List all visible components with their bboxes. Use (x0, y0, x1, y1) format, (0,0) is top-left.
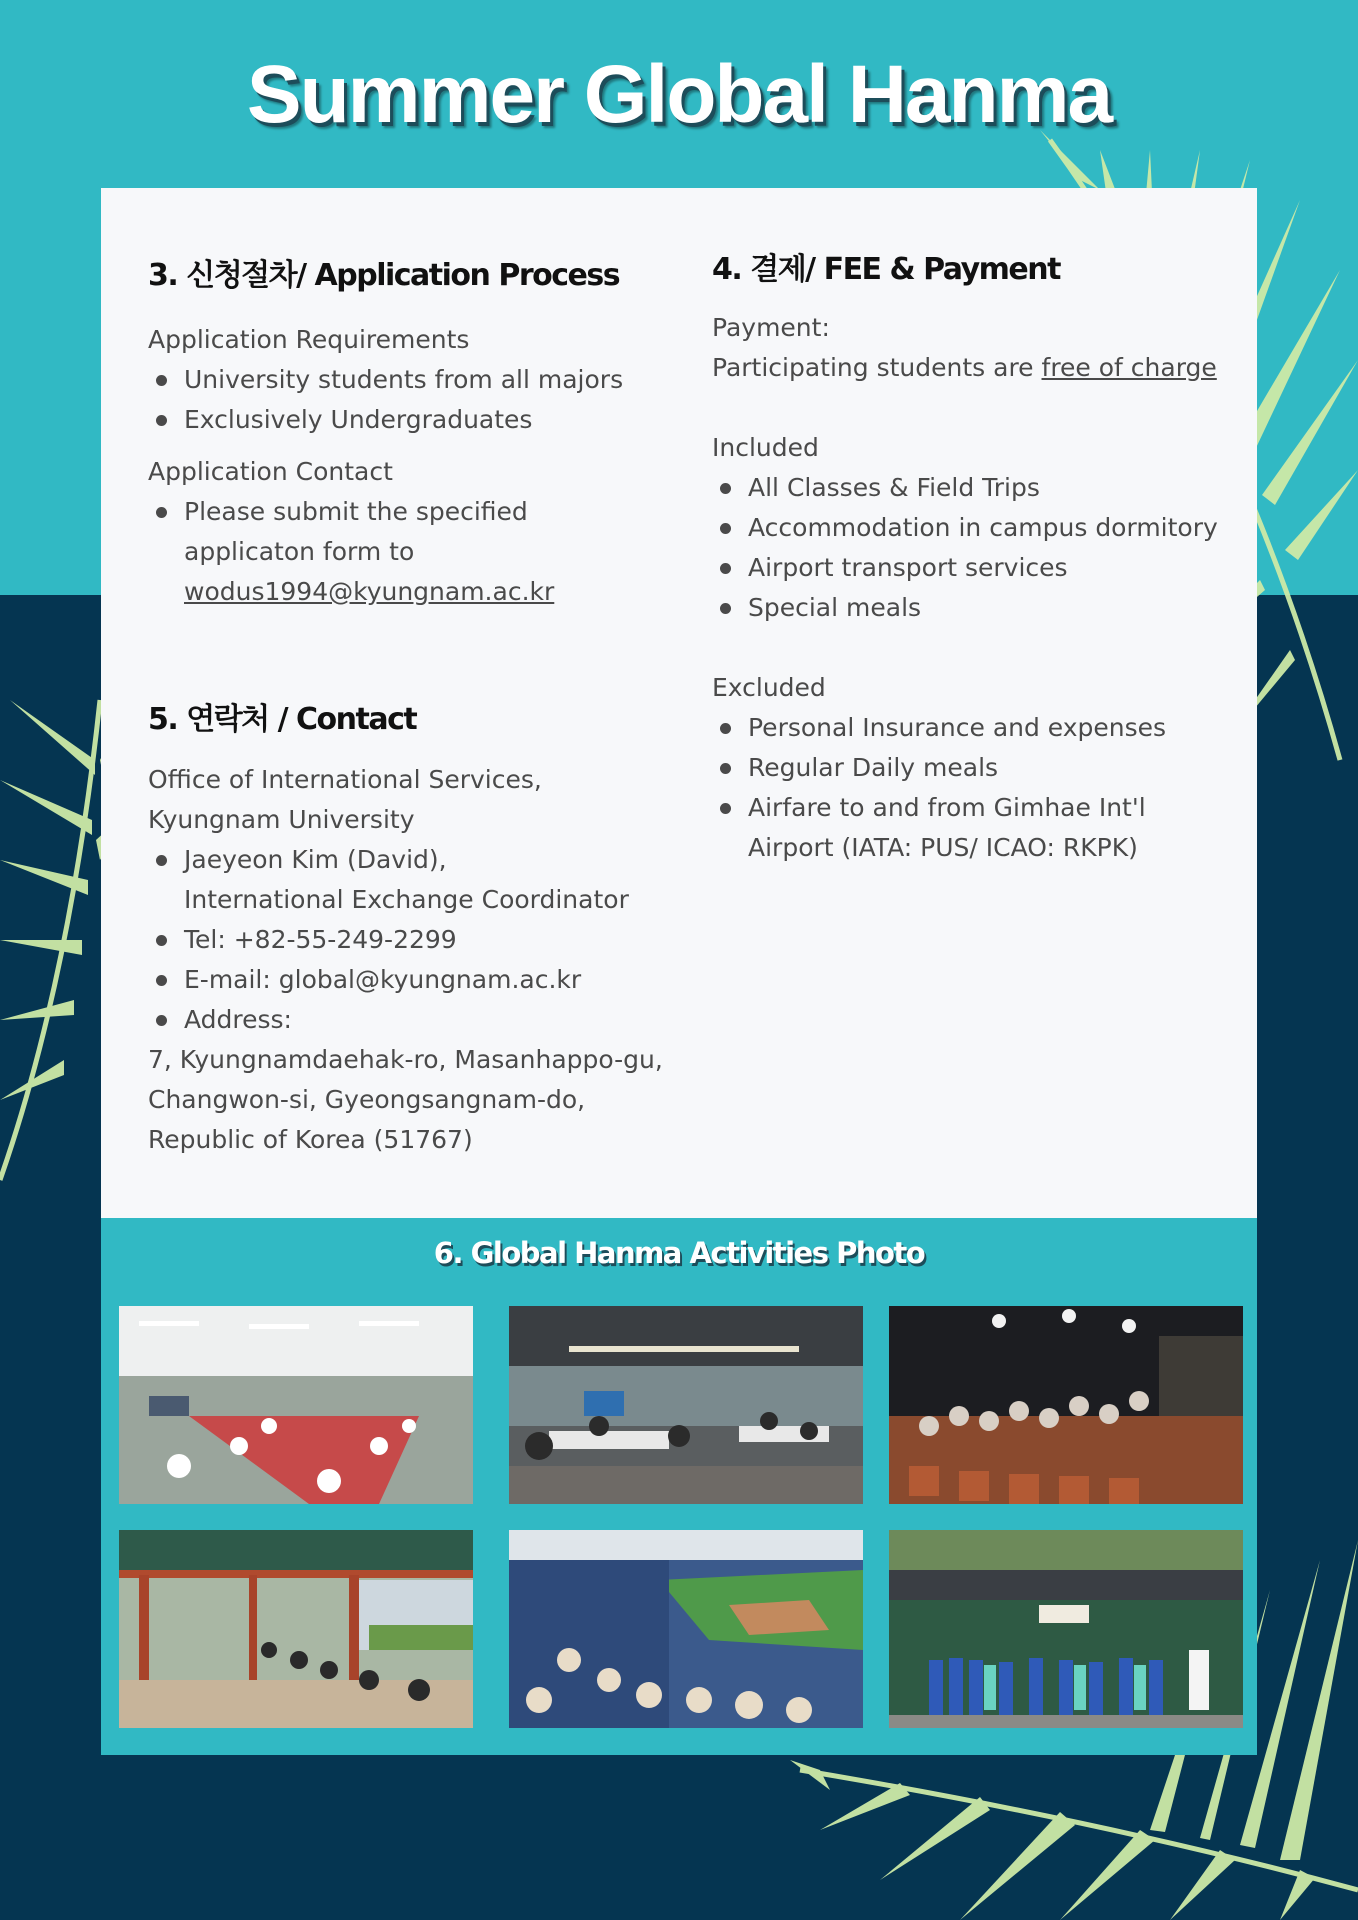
list-item (148, 840, 708, 920)
list-item (148, 492, 708, 612)
content-card (101, 188, 1257, 1218)
contact-label: Application Contact (148, 457, 393, 486)
included-label: Included (712, 433, 819, 462)
airfare-line: Airport (IATA: PUS/ ICAO: RKPK) (748, 833, 1138, 862)
list-item: Exclusively Undergraduates (148, 400, 708, 440)
office-name: Office of International Services, (148, 765, 542, 794)
airfare-line: Airfare to and from Gimhae Int'l (748, 793, 1146, 822)
list-item: Special meals (712, 588, 1252, 628)
included-list (712, 468, 1252, 628)
list-item: University students from all majors (148, 360, 708, 400)
address-line: 7, Kyungnamdaehak-ro, Masanhappo-gu, (148, 1045, 663, 1074)
section5-heading: 5. 연락처 / Contact (148, 702, 417, 737)
requirements-label: Application Requirements (148, 325, 470, 354)
excluded-list (712, 708, 1252, 868)
payment-sentence: Participating students are (712, 353, 1042, 382)
list-item: Airport transport services (712, 548, 1252, 588)
contact-line: applicaton form to (184, 537, 415, 566)
payment-label: Payment: (712, 313, 830, 342)
contact-list (148, 492, 708, 612)
left-column (148, 250, 708, 1160)
list-item: All Classes & Field Trips (712, 468, 1252, 508)
activities-photo-section (101, 1218, 1257, 1755)
list-item (712, 788, 1252, 868)
theater-audience-photo (889, 1306, 1243, 1504)
page-title: Summer Global Hanma (246, 49, 1112, 140)
university-name: Kyungnam University (148, 805, 415, 834)
traditional-pavilion-photo (119, 1530, 473, 1728)
section3-heading: 3. 신청절차/ Application Process (148, 258, 620, 293)
group-study-cafe-photo (509, 1306, 863, 1504)
list-item: Personal Insurance and expenses (712, 708, 1252, 748)
application-email-link[interactable]: wodus1994@kyungnam.ac.kr (184, 577, 555, 606)
address-line: Changwon-si, Gyeongsangnam-do, (148, 1085, 586, 1114)
contact-line: Please submit the specified (184, 497, 528, 526)
list-item: Accommodation in campus dormitory (712, 508, 1252, 548)
list-item: Regular Daily meals (712, 748, 1252, 788)
hanbok-group-photo (889, 1530, 1243, 1728)
address-label: Address: (148, 1000, 708, 1040)
section4-heading: 4. 결제/ FEE & Payment (712, 252, 1060, 287)
requirements-list (148, 360, 708, 440)
excluded-label: Excluded (712, 673, 826, 702)
contact-details-list (148, 840, 708, 1040)
payment-text (712, 348, 1252, 388)
phone-number[interactable]: Tel: +82-55-249-2299 (148, 920, 708, 960)
coordinator-title: International Exchange Coordinator (184, 885, 629, 914)
baseball-stadium-photo (509, 1530, 863, 1728)
contact-email[interactable]: E-mail: global@kyungnam.ac.kr (148, 960, 708, 1000)
taekwondo-class-photo (119, 1306, 473, 1504)
coordinator-name: Jaeyeon Kim (David), (184, 845, 447, 874)
free-of-charge: free of charge (1041, 353, 1217, 382)
address-line: Republic of Korea (51767) (148, 1125, 473, 1154)
right-column (712, 244, 1252, 868)
photos-heading: 6. Global Hanma Activities Photo (433, 1236, 925, 1270)
